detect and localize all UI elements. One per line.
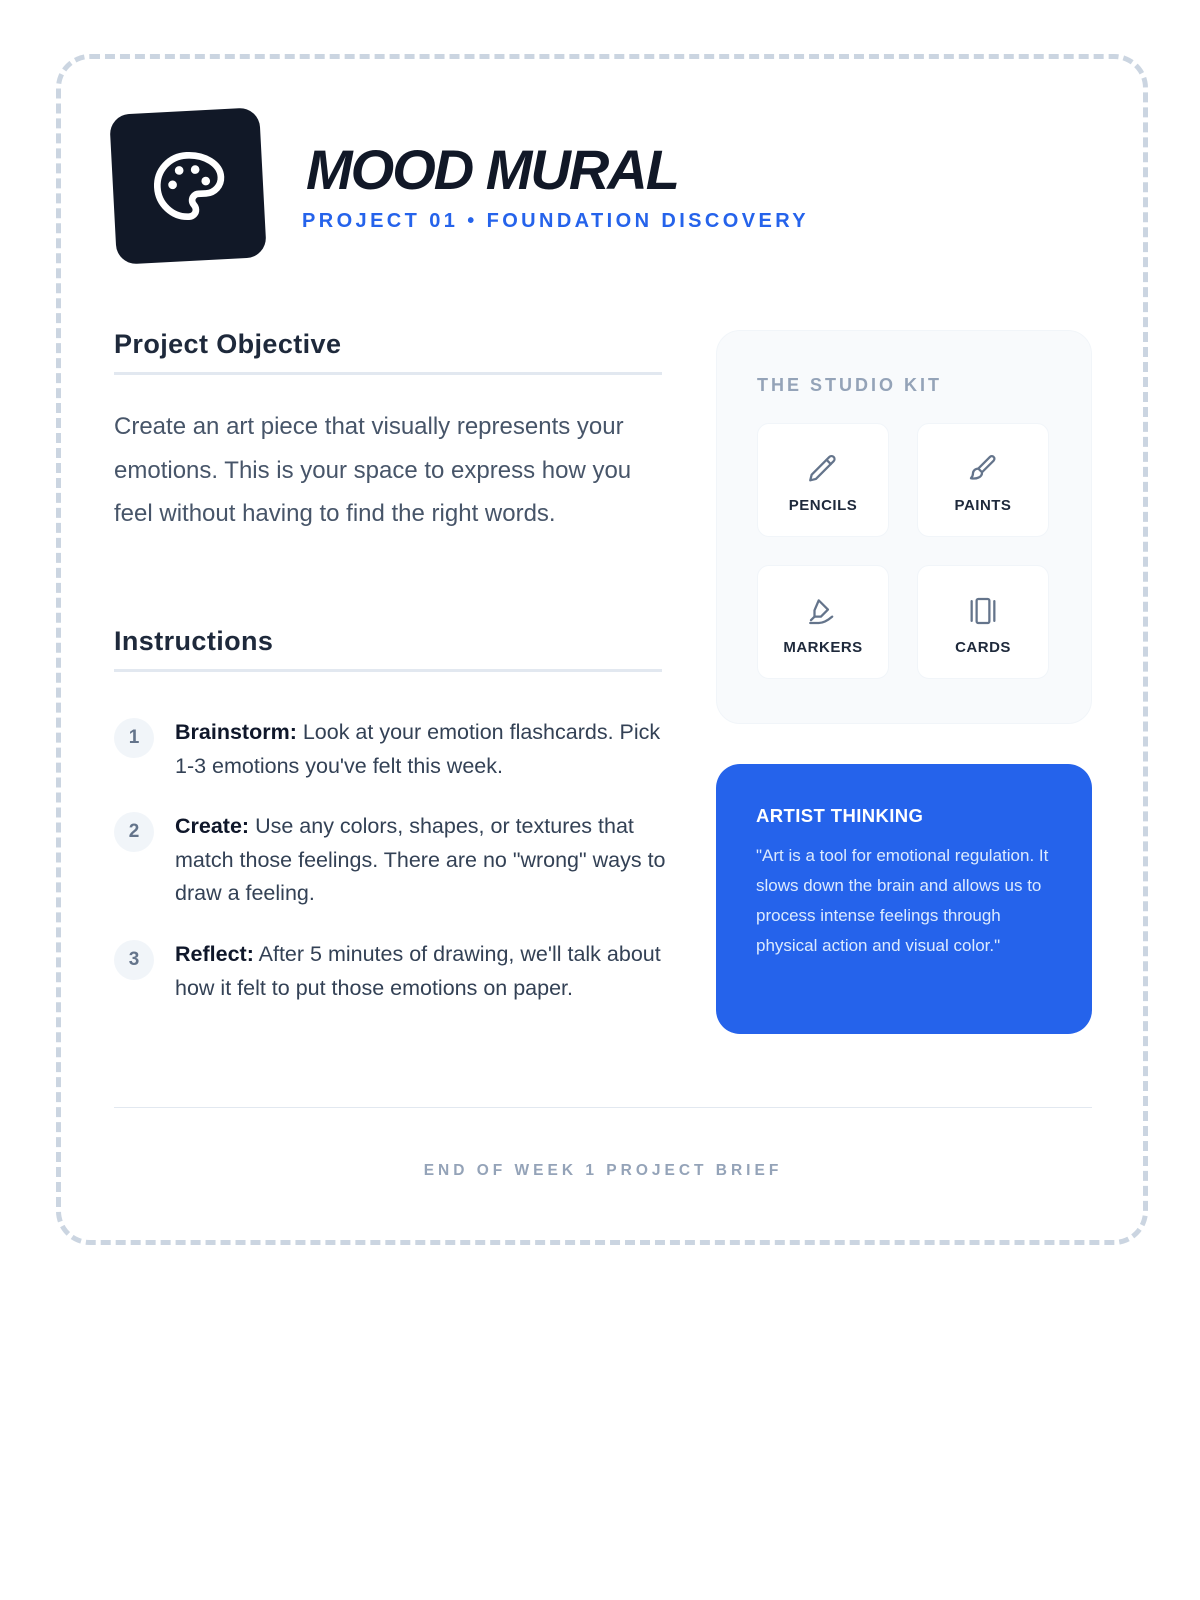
artist-thinking-callout xyxy=(716,764,1092,1034)
kit-item-pencils xyxy=(757,423,889,537)
pencil-icon xyxy=(806,452,840,486)
kit-item-markers xyxy=(757,565,889,679)
step-title: Brainstorm: xyxy=(175,720,297,744)
kit-item-label: PAINTS xyxy=(954,497,1012,514)
callout-quote: "Art is a tool for emotional regulation. It slows down the brain and allows us to process intense feelings through physical action and visual color." xyxy=(756,846,1049,955)
marker-icon xyxy=(806,594,840,628)
footer-divider xyxy=(114,1107,1092,1108)
step-text xyxy=(175,716,674,783)
objective-text: Create an art piece that visually represents your emotions. This is your space to express how you feel without having to find the right words. xyxy=(114,413,632,527)
objective-heading: Project Objective xyxy=(114,328,662,375)
callout-title: ARTIST THINKING xyxy=(756,805,924,826)
brush-icon xyxy=(966,452,1000,486)
step-number: 1 xyxy=(114,718,154,758)
step-number: 2 xyxy=(114,812,154,852)
studio-kit-panel xyxy=(716,330,1092,724)
step-title: Reflect: xyxy=(175,942,254,966)
kit-item-label: CARDS xyxy=(955,639,1011,656)
cards-icon xyxy=(966,594,1000,628)
step-title: Create: xyxy=(175,814,250,838)
step-text xyxy=(175,810,674,911)
kit-item-cards xyxy=(917,565,1049,679)
kit-item-label: PENCILS xyxy=(788,497,858,514)
kit-item-label: MARKERS xyxy=(783,639,863,656)
step-body: Look at your emotion flashcards. Pick 1-3 emotions you've felt this week. xyxy=(175,720,661,778)
instructions-heading: Instructions xyxy=(114,625,662,672)
page-subtitle: PROJECT 01 • FOUNDATION DISCOVERY xyxy=(302,210,810,232)
step-body: Use any colors, shapes, or textures that match those feelings. There are no "wrong" ways to draw a feeling. xyxy=(175,814,666,905)
palette-icon xyxy=(146,144,230,228)
footer-text: END OF WEEK 1 PROJECT BRIEF xyxy=(423,1162,783,1179)
step-body: After 5 minutes of drawing, we'll talk about how it felt to put those emotions on paper. xyxy=(175,942,661,1000)
kit-item-paints xyxy=(917,423,1049,537)
step-number: 3 xyxy=(114,940,154,980)
page-title: MOOD MURAL xyxy=(306,138,678,201)
studio-kit-title: THE STUDIO KIT xyxy=(757,375,942,395)
logo-tile xyxy=(109,107,267,265)
step-text xyxy=(175,938,674,1005)
